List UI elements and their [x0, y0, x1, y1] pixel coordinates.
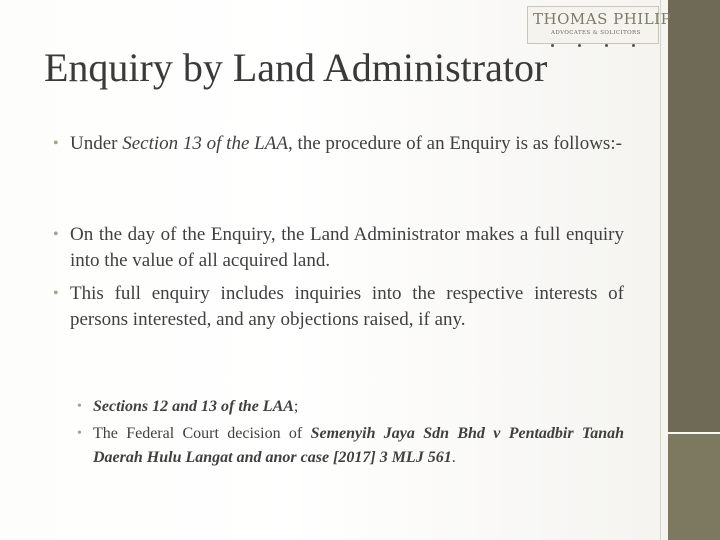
- logo-dots: [551, 44, 635, 48]
- section-13-reference: Section 13 of the LAA: [122, 133, 288, 154]
- bullet-icon: •: [53, 226, 59, 243]
- firm-logo: [527, 6, 672, 48]
- reference-laa-sections-emph: Sections 12 and 13 of the LAA: [93, 398, 294, 415]
- bullet-full-enquiry: [53, 222, 624, 274]
- sub-bullet-icon: •: [77, 426, 82, 441]
- bullet-full-enquiry-text: On the day of the Enquiry, the Land Administrator makes a full enquiry into the value of all acquired land.: [70, 224, 624, 271]
- bullet-icon: •: [53, 135, 59, 152]
- bullet-procedure-pre: Under: [70, 133, 123, 154]
- bullet-procedure-post: , the procedure of an Enquiry is as follows:-: [287, 133, 622, 154]
- reference-case-name: Semenyih Jaya Sdn Bhd v Pentadbir Tanah Daerah Hulu Langat and anor case [2017] 3 MLJ 561: [93, 425, 625, 466]
- reference-laa-sections-post: ;: [293, 398, 299, 415]
- slide-title: Enquiry by Land Administrator: [44, 45, 548, 90]
- bullet-icon: •: [53, 285, 59, 302]
- logo-tagline: ADVOCATES & SOLICITORS: [551, 30, 641, 36]
- sidebar-band-lower: [668, 434, 720, 540]
- reference-case-pre: The Federal Court decision of: [93, 425, 311, 442]
- logo-name: THOMAS PHILIP: [533, 10, 672, 28]
- reference-case-post: .: [451, 449, 456, 466]
- reference-case: [77, 422, 625, 470]
- reference-laa-sections: [77, 395, 624, 419]
- sub-bullet-icon: •: [77, 399, 82, 414]
- divider-line: [660, 0, 661, 540]
- bullet-interests: [53, 281, 624, 333]
- bullet-interests-text: This full enquiry includes inquiries into the respective interests of persons interested, and any objections raised, if any.: [70, 283, 624, 330]
- bullet-procedure: [53, 131, 624, 157]
